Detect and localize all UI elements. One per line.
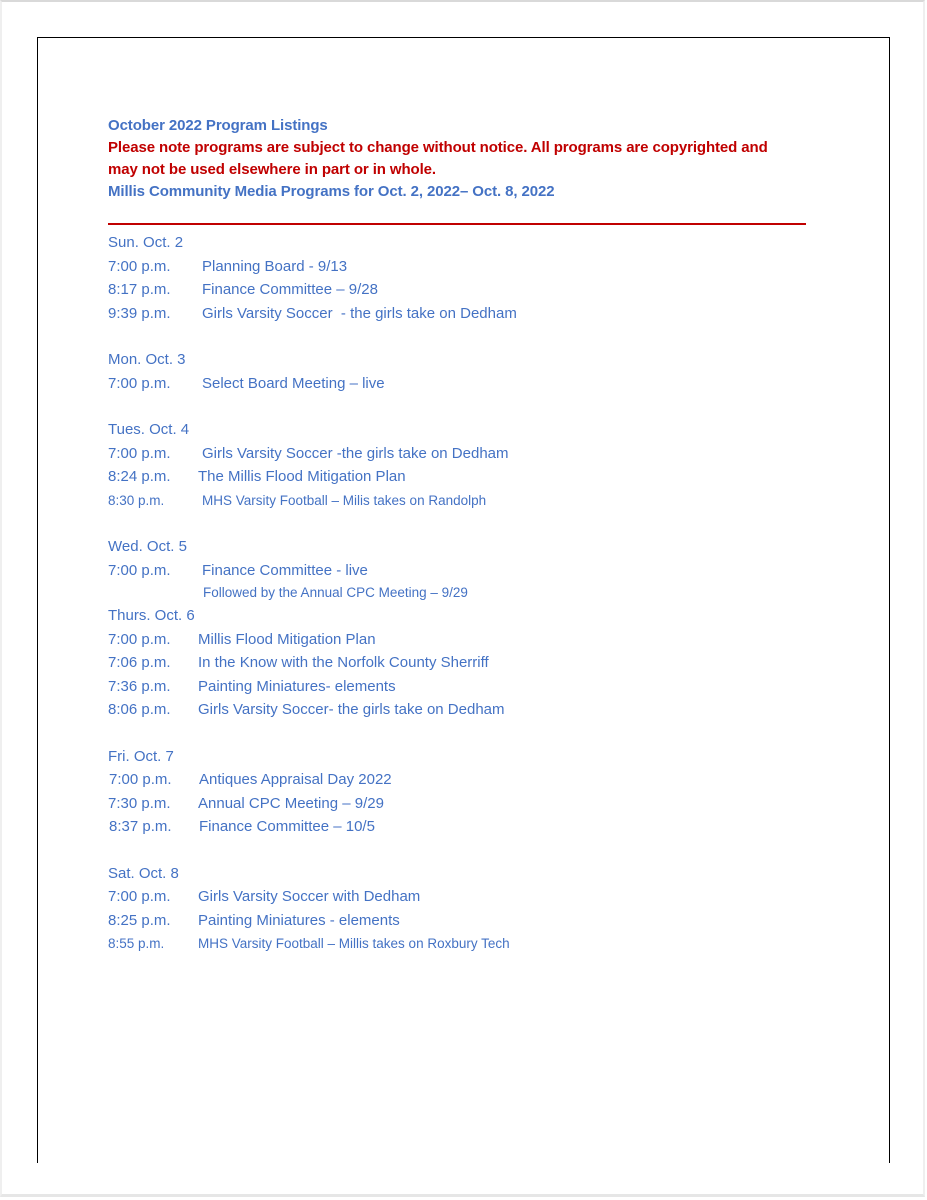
program-time: 8:30 p.m. <box>108 492 165 508</box>
program-row <box>108 628 828 652</box>
program-row <box>108 255 828 279</box>
program-time: 7:00 p.m. <box>108 888 171 905</box>
day-section <box>108 604 828 722</box>
program-title: Annual CPC Meeting – 9/29 <box>198 794 384 812</box>
day-label: Wed. Oct. 5 <box>108 538 187 555</box>
program-time: 8:25 p.m. <box>108 911 171 929</box>
program-row <box>108 885 828 909</box>
program-time: 9:39 p.m. <box>108 304 171 322</box>
program-title: Girls Varsity Soccer with Dedham <box>198 888 421 905</box>
program-time: 7:00 p.m. <box>108 444 171 462</box>
copyright-notice-line-2: may not be used elsewhere in part or in whole. <box>108 161 436 178</box>
program-title: Girls Varsity Soccer - the girls take on Dedham <box>202 304 517 322</box>
day-section <box>108 745 828 839</box>
day-label: Sun. Oct. 2 <box>108 234 184 251</box>
day-label: Mon. Oct. 3 <box>108 351 186 368</box>
program-time: 8:17 p.m. <box>108 281 171 298</box>
program-row <box>108 372 828 396</box>
program-title: Finance Committee – 10/5 <box>199 818 375 835</box>
program-title: MHS Varsity Football – Milis takes on Randolph <box>202 492 487 508</box>
program-time: 7:30 p.m. <box>108 794 171 812</box>
day-section <box>108 535 828 604</box>
program-title: Finance Committee – 9/28 <box>202 281 378 298</box>
document-heading: October 2022 Program Listings <box>108 117 328 134</box>
program-listing <box>108 115 828 951</box>
program-time: 8:24 p.m. <box>108 468 171 485</box>
program-title: Girls Varsity Soccer- the girls take on Dedham <box>198 701 505 718</box>
program-title: Millis Flood Mitigation Plan <box>198 630 376 648</box>
day-label: Tues. Oct. 4 <box>108 421 190 438</box>
program-row <box>108 302 828 326</box>
day-label: Sat. Oct. 8 <box>108 864 179 882</box>
program-row <box>108 698 828 722</box>
program-title: MHS Varsity Football – Millis takes on Roxbury Tech <box>198 936 510 951</box>
program-time: 7:00 p.m. <box>108 257 171 275</box>
program-time: 7:00 p.m. <box>109 771 172 788</box>
copyright-notice-line-1: Please note programs are subject to change without notice. All programs are copyrighted and <box>108 139 768 156</box>
program-time: 8:06 p.m. <box>108 701 171 718</box>
program-row <box>108 792 828 816</box>
program-row <box>108 675 828 699</box>
program-row <box>108 768 828 792</box>
program-row <box>108 651 828 675</box>
weekly-schedule <box>108 231 828 979</box>
program-time: 7:06 p.m. <box>108 654 171 671</box>
program-row <box>108 909 828 933</box>
program-row <box>108 815 828 839</box>
program-title: Antiques Appraisal Day 2022 <box>199 771 392 788</box>
program-row <box>108 489 828 513</box>
day-label: Fri. Oct. 7 <box>108 747 174 765</box>
program-title: Girls Varsity Soccer -the girls take on Dedham <box>202 444 509 462</box>
program-title: Planning Board - 9/13 <box>202 257 348 275</box>
red-divider <box>108 223 806 225</box>
program-row <box>108 559 828 583</box>
program-title: Finance Committee - live <box>202 561 368 579</box>
day-section <box>108 418 828 512</box>
program-time: 7:00 p.m. <box>108 561 171 579</box>
program-time: 8:37 p.m. <box>109 818 172 835</box>
program-title: In the Know with the Norfolk County Sherriff <box>198 654 489 671</box>
program-row <box>108 442 828 466</box>
day-section <box>108 348 828 395</box>
program-time: 7:36 p.m. <box>108 677 171 695</box>
program-time: 8:55 p.m. <box>108 936 165 951</box>
day-label: Thurs. Oct. 6 <box>108 607 195 624</box>
program-time: 7:00 p.m. <box>108 374 171 392</box>
program-title: Select Board Meeting – live <box>202 374 385 392</box>
program-title: Painting Miniatures - elements <box>198 911 400 929</box>
program-row <box>108 932 828 956</box>
program-title: The Millis Flood Mitigation Plan <box>198 468 406 485</box>
program-row <box>108 465 828 489</box>
program-row <box>108 278 828 302</box>
day-section <box>108 862 828 956</box>
day-section <box>108 231 828 325</box>
program-title: Painting Miniatures- elements <box>198 677 396 695</box>
schedule-subheading: Millis Community Media Programs for Oct. 2, 2022– Oct. 8, 2022 <box>108 183 555 200</box>
program-time: 7:00 p.m. <box>108 630 171 648</box>
program-note: Followed by the Annual CPC Meeting – 9/29 <box>203 585 468 600</box>
